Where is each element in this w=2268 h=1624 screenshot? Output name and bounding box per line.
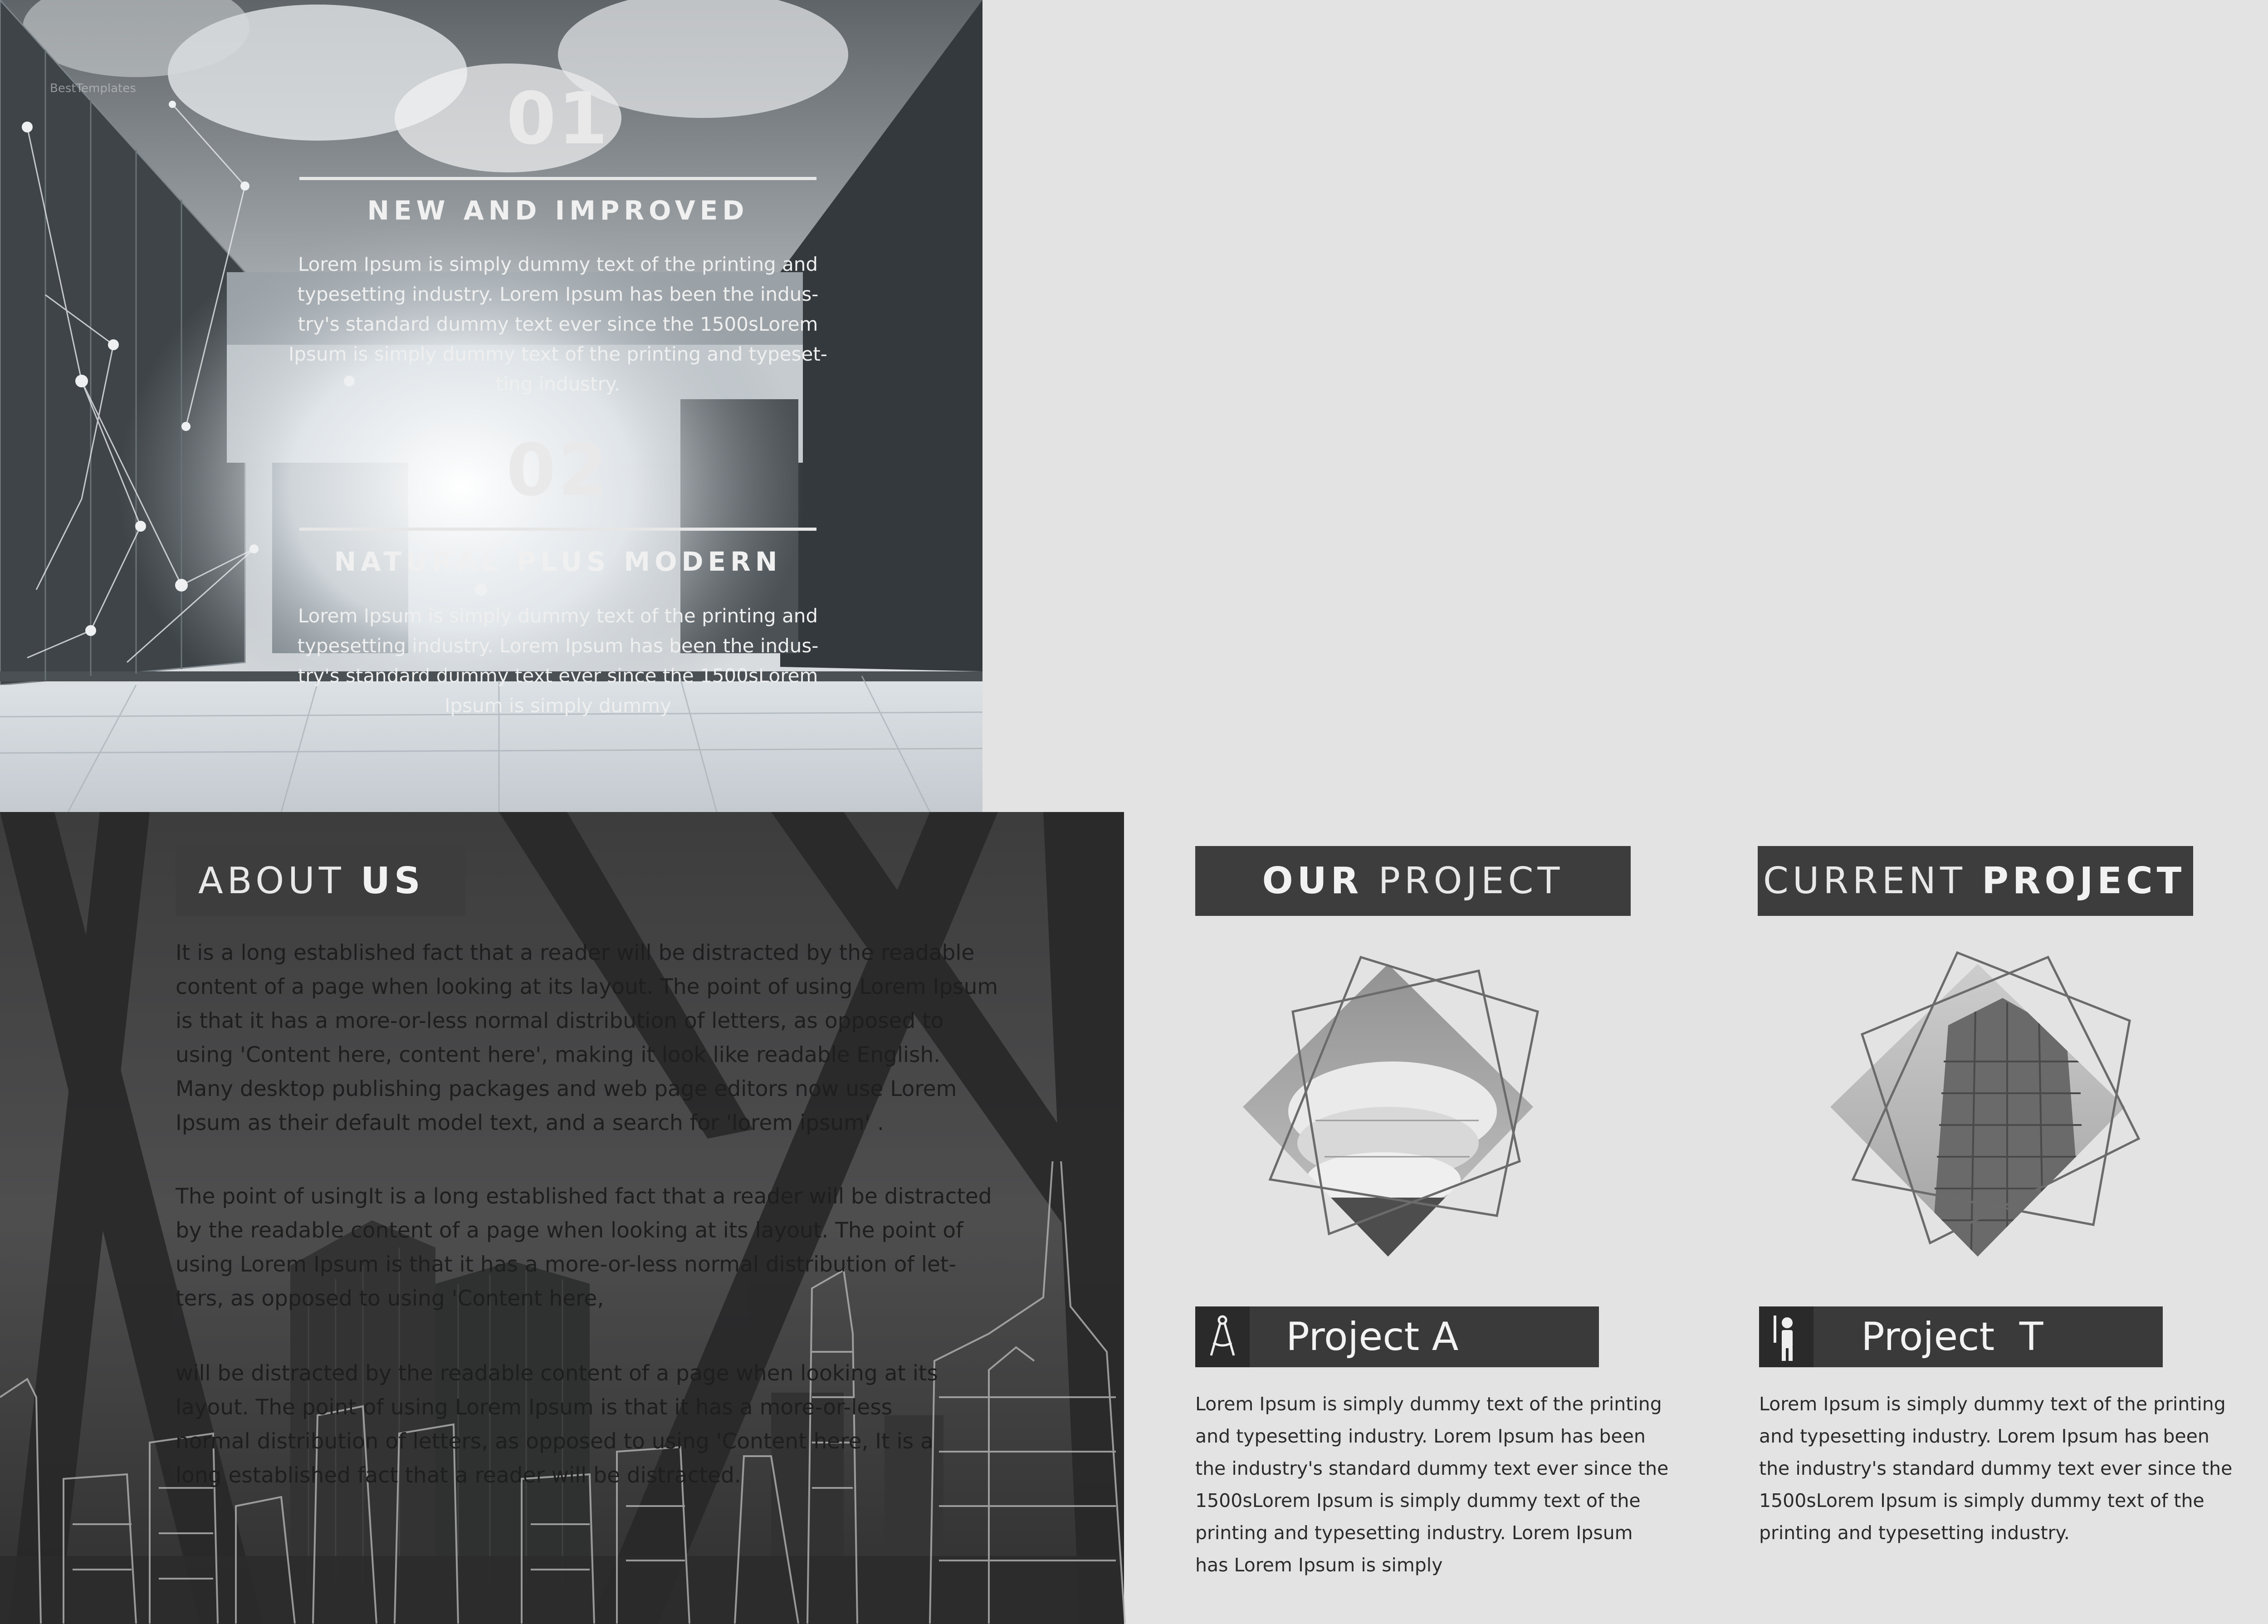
about-title-light: ABOUT (198, 860, 361, 902)
current-project-title-bold: PROJECT (1982, 860, 2186, 902)
about-title-bold: US (361, 860, 425, 902)
current-project-title-light: CURRENT (1763, 860, 1982, 902)
text-line: long established fact that a reader will be distracted. (176, 1463, 741, 1488)
text-line: 1500sLorem Ipsum is simply dummy text of the (1195, 1490, 1641, 1511)
text-line: It is a long established fact that a reader will be distracted by the readable (176, 940, 975, 965)
watermark: BestTemplates (50, 82, 136, 95)
text-line: printing and typesetting industry. Lorem Ipsum (1195, 1522, 1633, 1544)
our-project-title-bold: OUR (1262, 860, 1363, 902)
text-line: 1500sLorem Ipsum is simply dummy text of the (1759, 1490, 2204, 1511)
project-t-label-bar (1759, 1306, 2163, 1367)
text-line: ters, as opposed to using 'Content here, (176, 1286, 604, 1311)
our-project-title-light: PROJECT (1363, 860, 1564, 902)
text-line: is that it has a more-or-less normal distribution of letters, as opposed to (176, 1008, 944, 1033)
text-line: has Lorem Ipsum is simply (1195, 1554, 1443, 1576)
compass-icon (1195, 1306, 1250, 1367)
about-paragraph-3 (176, 1356, 1037, 1492)
text-line: The point of usingIt is a long established fact that a reader will be distracted (176, 1184, 992, 1209)
text-line: will be distracted by the readable content of a page when looking at its (176, 1361, 938, 1386)
project-a-name: Project A (1286, 1314, 1459, 1360)
project-t-description (1759, 1388, 2258, 1549)
text-line: the industry's standard dummy text ever since the (1759, 1458, 2233, 1479)
text-line: Lorem Ipsum is simply dummy text of the printing (1195, 1393, 1662, 1415)
our-project-header (1195, 846, 1631, 916)
text-line: Ipsum as their default model text, and a search for 'lorem ipsum' . (176, 1110, 884, 1135)
text-line: printing and typesetting industry. (1759, 1522, 2070, 1544)
text-line: the industry's standard dummy text ever since the (1195, 1458, 1669, 1479)
worker-icon (1759, 1306, 1813, 1367)
text-line: by the readable content of a page when looking at its layout. The point of (176, 1218, 963, 1243)
text-line: normal distribution of letters, as opposed to using 'Content here, It is a (176, 1429, 934, 1454)
project-a-description (1195, 1388, 1694, 1581)
steel-structure-photo: 01 NEW AND IMPROVED Lorem Ipsum is simply dummy text of the printing and typesetting industry. Lorem Ipsum has been the indus- try's standard dummy text ever since the 1500sLorem Ipsum is simply dummy text of the printing and typeset- ting industry. 02 NATURAL PLUS MODERN Lorem Ipsum is simply dummy text of the printing and typesetting industry. Lorem Ipsum has been the indus- try's standard dummy text ever since the 1500sLorem Ipsum is simply dummy (0, 812, 1124, 1624)
text-line: and typesetting industry. Lorem Ipsum has been (1759, 1425, 2209, 1447)
project-t-diamond-image (1812, 944, 2143, 1270)
text-line: and typesetting industry. Lorem Ipsum has been (1195, 1425, 1646, 1447)
about-paragraph-2 (176, 1179, 1037, 1316)
about-paragraph-1 (176, 936, 1037, 1140)
text-line: using 'Content here, content here', making it look like readable English. (176, 1042, 941, 1067)
current-project-header (1758, 846, 2193, 916)
text-line: using Lorem Ipsum is that it has a more-or-less normal distribution of let- (176, 1252, 957, 1277)
text-line: content of a page when looking at its layout. The point of using Lorem Ipsum (176, 974, 998, 999)
project-t-name: Project T (1861, 1314, 2043, 1360)
project-a-diamond-image (1225, 944, 1551, 1270)
project-a-label-bar (1195, 1306, 1599, 1367)
text-line: layout. The point of using Lorem Ipsum is that it has a more-or-less (176, 1395, 893, 1420)
text-line: Many desktop publishing packages and web page editors now use Lorem (176, 1076, 957, 1101)
about-us-header (176, 846, 466, 916)
text-line: Lorem Ipsum is simply dummy text of the printing (1759, 1393, 2226, 1415)
